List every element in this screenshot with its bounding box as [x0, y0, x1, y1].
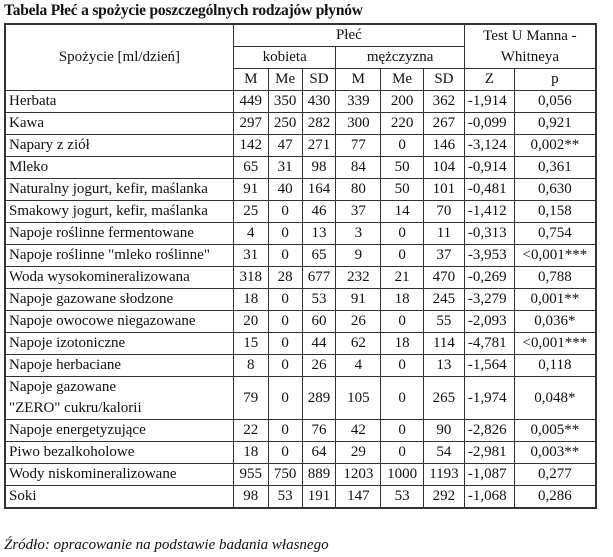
- table-row: [5, 179, 596, 201]
- table-cell: 449: [233, 91, 268, 113]
- table-cell: -0,481: [464, 179, 514, 201]
- table-cell: 350: [268, 91, 302, 113]
- table-cell: 271: [302, 135, 336, 157]
- row-label: Piwo bezalkoholowe: [5, 442, 233, 464]
- table-cell: 0,048*: [514, 377, 596, 420]
- table-cell: 60: [302, 311, 336, 333]
- table-cell: 91: [336, 289, 381, 311]
- table-cell: 25: [233, 201, 268, 223]
- table-row: [5, 311, 596, 333]
- table-cell: 955: [233, 464, 268, 486]
- table-cell: -0,099: [464, 113, 514, 135]
- table-title: Tabela Płeć a spożycie poszczególnych rodzajów płynów: [4, 2, 363, 19]
- row-label-header: Spożycie [ml/dzień]: [5, 24, 233, 91]
- table-cell: 0: [268, 377, 302, 420]
- row-label: Wody niskomineralizowane: [5, 464, 233, 486]
- table-row: [5, 267, 596, 289]
- table-cell: -4,781: [464, 333, 514, 355]
- table-cell: 31: [233, 245, 268, 267]
- table-cell: 44: [302, 333, 336, 355]
- table-cell: 65: [302, 245, 336, 267]
- column-header: SD: [424, 69, 465, 91]
- table-cell: 297: [233, 113, 268, 135]
- table-cell: 54: [424, 442, 465, 464]
- table-cell: 0: [381, 311, 424, 333]
- table-cell: 0,286: [514, 486, 596, 509]
- table-cell: 4: [233, 223, 268, 245]
- table-cell: 105: [336, 377, 381, 420]
- row-label: Herbata: [5, 91, 233, 113]
- table-cell: 79: [233, 377, 268, 420]
- table-cell: 62: [336, 333, 381, 355]
- table-cell: 18: [233, 442, 268, 464]
- column-header: SD: [302, 69, 336, 91]
- table-cell: 114: [424, 333, 465, 355]
- table-cell: -1,564: [464, 355, 514, 377]
- table-cell: 13: [302, 223, 336, 245]
- table-cell: 90: [424, 420, 465, 442]
- table-cell: 147: [336, 486, 381, 509]
- row-label: Napoje gazowane słodzone: [5, 289, 233, 311]
- table-cell: 200: [381, 91, 424, 113]
- table-row: [5, 245, 596, 267]
- row-label: Napoje energetyzujące: [5, 420, 233, 442]
- table-cell: 65: [233, 157, 268, 179]
- test-header: Test U Manna -Whitneya: [464, 24, 596, 69]
- table-cell: -2,981: [464, 442, 514, 464]
- table-cell: 31: [268, 157, 302, 179]
- table-cell: 191: [302, 486, 336, 509]
- table-cell: -2,826: [464, 420, 514, 442]
- table-cell: 40: [268, 179, 302, 201]
- source-note: Źródło: opracowanie na podstawie badania własnego: [4, 537, 329, 553]
- table-cell: 18: [233, 289, 268, 311]
- table-cell: 232: [336, 267, 381, 289]
- table-cell: -0,313: [464, 223, 514, 245]
- table-cell: 0,002**: [514, 135, 596, 157]
- row-label: Napoje izotoniczne: [5, 333, 233, 355]
- table-cell: -1,974: [464, 377, 514, 420]
- table-cell: 0: [381, 420, 424, 442]
- table-cell: 11: [424, 223, 465, 245]
- row-label: Kawa: [5, 113, 233, 135]
- table-row: [5, 464, 596, 486]
- table-cell: 362: [424, 91, 465, 113]
- table-cell: 282: [302, 113, 336, 135]
- table-row: [5, 201, 596, 223]
- table-cell: 289: [302, 377, 336, 420]
- table-cell: -3,124: [464, 135, 514, 157]
- table-cell: 250: [268, 113, 302, 135]
- table-cell: 0: [381, 223, 424, 245]
- table-cell: 142: [233, 135, 268, 157]
- table-cell: 15: [233, 333, 268, 355]
- row-label: [5, 377, 233, 420]
- table-cell: 889: [302, 464, 336, 486]
- table-cell: 0: [268, 201, 302, 223]
- table-cell: 70: [424, 201, 465, 223]
- table-cell: 245: [424, 289, 465, 311]
- table-cell: 265: [424, 377, 465, 420]
- table-cell: -3,279: [464, 289, 514, 311]
- table-cell: 50: [381, 157, 424, 179]
- table-cell: -1,087: [464, 464, 514, 486]
- table-cell: 4: [336, 355, 381, 377]
- table-cell: 0,005**: [514, 420, 596, 442]
- row-label-line: Napoje gazowane: [9, 379, 117, 395]
- table-cell: 21: [381, 267, 424, 289]
- table-cell: 26: [302, 355, 336, 377]
- table-cell: 0: [381, 355, 424, 377]
- table-cell: 0,277: [514, 464, 596, 486]
- table-cell: 64: [302, 442, 336, 464]
- table-cell: 55: [424, 311, 465, 333]
- table-cell: 84: [336, 157, 381, 179]
- table-cell: 0: [381, 135, 424, 157]
- table-cell: 339: [336, 91, 381, 113]
- row-label: Napoje herbaciane: [5, 355, 233, 377]
- table-cell: 47: [268, 135, 302, 157]
- table-cell: 46: [302, 201, 336, 223]
- table-cell: 18: [381, 289, 424, 311]
- table-cell: 76: [302, 420, 336, 442]
- table-row: [5, 377, 596, 420]
- table-cell: 0: [268, 420, 302, 442]
- table-cell: 98: [302, 157, 336, 179]
- table-cell: 750: [268, 464, 302, 486]
- column-header: p: [514, 69, 596, 91]
- row-label: Napoje roślinne "mleko roślinne": [5, 245, 233, 267]
- table-cell: 29: [336, 442, 381, 464]
- table-cell: 1193: [424, 464, 465, 486]
- table-cell: <0,001***: [514, 245, 596, 267]
- table-cell: 101: [424, 179, 465, 201]
- table-cell: -2,093: [464, 311, 514, 333]
- table-cell: 3: [336, 223, 381, 245]
- row-label: Smakowy jogurt, kefir, maślanka: [5, 201, 233, 223]
- table-row: [5, 442, 596, 464]
- table-row: [5, 333, 596, 355]
- group-header: Płeć: [233, 24, 464, 47]
- table-cell: 0: [268, 333, 302, 355]
- table-cell: 300: [336, 113, 381, 135]
- table-cell: 470: [424, 267, 465, 289]
- table-cell: 0,630: [514, 179, 596, 201]
- table-cell: 9: [336, 245, 381, 267]
- table-cell: 14: [381, 201, 424, 223]
- table-cell: 53: [381, 486, 424, 509]
- table-cell: 104: [424, 157, 465, 179]
- table-cell: 164: [302, 179, 336, 201]
- table-cell: 13: [424, 355, 465, 377]
- row-label: Mleko: [5, 157, 233, 179]
- table-cell: 26: [336, 311, 381, 333]
- table-row: [5, 223, 596, 245]
- table-cell: 292: [424, 486, 465, 509]
- table-row: [5, 113, 596, 135]
- table-cell: -1,914: [464, 91, 514, 113]
- row-label: Woda wysokomineralizowana: [5, 267, 233, 289]
- table-cell: 0,003**: [514, 442, 596, 464]
- table-cell: 0,036*: [514, 311, 596, 333]
- table-row: [5, 91, 596, 113]
- table-cell: 1203: [336, 464, 381, 486]
- column-header: M: [336, 69, 381, 91]
- table-cell: 91: [233, 179, 268, 201]
- table-cell: 0,361: [514, 157, 596, 179]
- table-cell: 0: [268, 289, 302, 311]
- table-cell: 53: [268, 486, 302, 509]
- table-cell: 146: [424, 135, 465, 157]
- table-cell: -3,953: [464, 245, 514, 267]
- row-label: Naturalny jogurt, kefir, maślanka: [5, 179, 233, 201]
- table-row: [5, 355, 596, 377]
- table-cell: 220: [381, 113, 424, 135]
- table-cell: <0,001***: [514, 333, 596, 355]
- table-cell: -0,269: [464, 267, 514, 289]
- data-table: [4, 23, 597, 509]
- table-cell: 0: [381, 442, 424, 464]
- table-cell: 0,001**: [514, 289, 596, 311]
- table-cell: 77: [336, 135, 381, 157]
- row-label: Napoje roślinne fermentowane: [5, 223, 233, 245]
- table-cell: 0,118: [514, 355, 596, 377]
- table-cell: 0,056: [514, 91, 596, 113]
- table-cell: 0: [268, 311, 302, 333]
- table-cell: 677: [302, 267, 336, 289]
- table-cell: 53: [302, 289, 336, 311]
- table-row: [5, 157, 596, 179]
- table-cell: 0: [268, 442, 302, 464]
- table-cell: 430: [302, 91, 336, 113]
- row-label: Soki: [5, 486, 233, 509]
- table-cell: 1000: [381, 464, 424, 486]
- table-row: [5, 289, 596, 311]
- female-header: kobieta: [233, 47, 336, 69]
- table-cell: 318: [233, 267, 268, 289]
- table-cell: 42: [336, 420, 381, 442]
- row-label: Napoje owocowe niegazowane: [5, 311, 233, 333]
- table-cell: 37: [424, 245, 465, 267]
- table-cell: -0,914: [464, 157, 514, 179]
- table-cell: 20: [233, 311, 268, 333]
- table-cell: 0: [381, 377, 424, 420]
- table-cell: 18: [381, 333, 424, 355]
- table-row: [5, 420, 596, 442]
- table-row: [5, 486, 596, 509]
- table-cell: 0: [268, 223, 302, 245]
- column-header: Me: [381, 69, 424, 91]
- row-label: Napary z ziół: [5, 135, 233, 157]
- table-cell: 22: [233, 420, 268, 442]
- table-cell: 80: [336, 179, 381, 201]
- table-cell: -1,412: [464, 201, 514, 223]
- table-cell: 267: [424, 113, 465, 135]
- table-cell: 0: [268, 245, 302, 267]
- table-cell: 0,788: [514, 267, 596, 289]
- table-cell: 8: [233, 355, 268, 377]
- row-label-line: "ZERO" cukru/kalorii: [9, 400, 142, 416]
- table-cell: 28: [268, 267, 302, 289]
- column-header: M: [233, 69, 268, 91]
- table-cell: 50: [381, 179, 424, 201]
- male-header: mężczyzna: [336, 47, 464, 69]
- table-cell: 0: [268, 355, 302, 377]
- column-header: Me: [268, 69, 302, 91]
- table-cell: 98: [233, 486, 268, 509]
- table-cell: 0,921: [514, 113, 596, 135]
- table-row: [5, 135, 596, 157]
- column-header: Z: [464, 69, 514, 91]
- table-cell: 0: [381, 245, 424, 267]
- table-cell: 0,754: [514, 223, 596, 245]
- table-cell: 0,158: [514, 201, 596, 223]
- table-cell: -1,068: [464, 486, 514, 509]
- table-cell: 37: [336, 201, 381, 223]
